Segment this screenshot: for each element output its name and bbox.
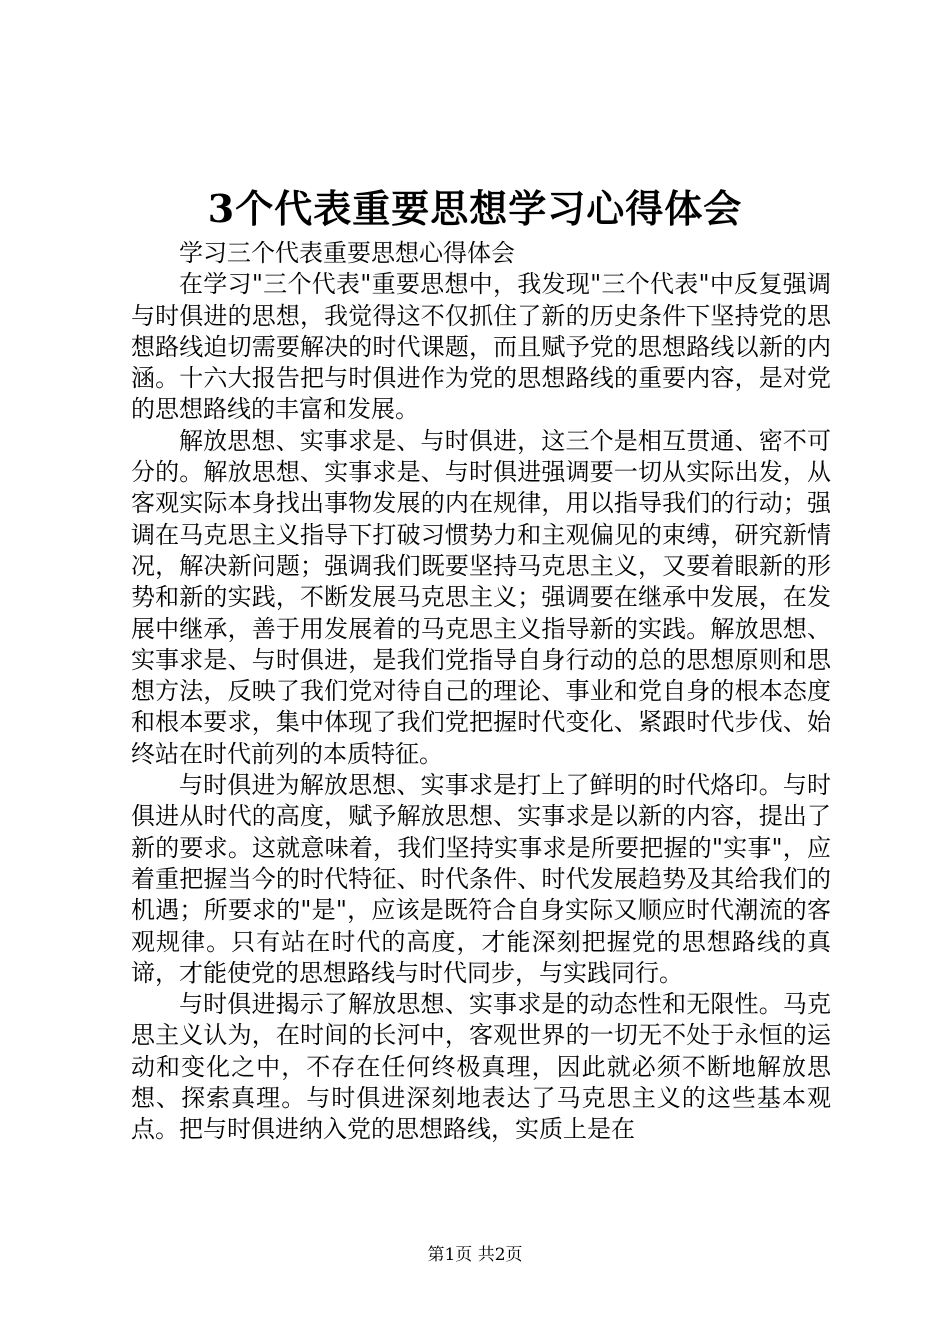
document-body — [131, 238, 831, 1146]
paragraph: 与时俱进揭示了解放思想、实事求是的动态性和无限性。马克思主义认为，在时间的长河中，客观世界的一切无不处于永恒的运动和变化之中，不存在任何终极真理，因此就必须不断地解放思想、探索真理。与时俱进深刻地表达了马克思主义的这些基本观点。把与时俱进纳入党的思想路线，实质上是在 — [131, 990, 831, 1144]
paragraph: 解放思想、实事求是、与时俱进，这三个是相互贯通、密不可分的。解放思想、实事求是、与时俱进强调要一切从实际出发，从客观实际本身找出事物发展的内在规律，用以指导我们的行动；强调在马克思主义指导下打破习惯势力和主观偏见的束缚，研究新情况，解决新问题；强调我们既要坚持马克思主义，又要着眼新的形势和新的实践，不断发展马克思主义；强调要在继承中发展，在发展中继承，善于用发展着的马克思主义指导新的实践。解放思想、实事求是、与时俱进，是我们党指导自身行动的总的思想原则和思想方法，反映了我们党对待自己的理论、事业和党自身的根本态度和根本要求，集中体现了我们党把握时代变化、紧跟时代步伐、始终站在时代前列的本质特征。 — [131, 426, 831, 768]
paragraph: 在学习"三个代表"重要思想中，我发现"三个代表"中反复强调与时俱进的思想，我觉得这不仅抓住了新的历史条件下坚持党的思想路线迫切需要解决的时代课题，而且赋予党的思想路线以新的内涵。十六大报告把与时俱进作为党的思想路线的重要内容，是对党的思想路线的丰富和发展。 — [131, 270, 831, 424]
page-footer: 第1页 共2页 — [427, 1245, 523, 1265]
document-title: 3个代表重要思想学习心得体会 — [207, 186, 743, 231]
paragraph-subtitle: 学习三个代表重要思想心得体会 — [179, 239, 515, 267]
paragraph: 与时俱进为解放思想、实事求是打上了鲜明的时代烙印。与时俱进从时代的高度，赋予解放思想、实事求是以新的内容，提出了新的要求。这就意味着，我们坚持实事求是所要把握的"实事"，应着重把握当今的时代特征、时代条件、时代发展趋势及其给我们的机遇；所要求的"是"，应该是既符合自身实际又顺应时代潮流的客观规律。只有站在时代的高度，才能深刻把握党的思想路线的真谛，才能使党的思想路线与时代同步，与实践同行。 — [131, 771, 831, 987]
